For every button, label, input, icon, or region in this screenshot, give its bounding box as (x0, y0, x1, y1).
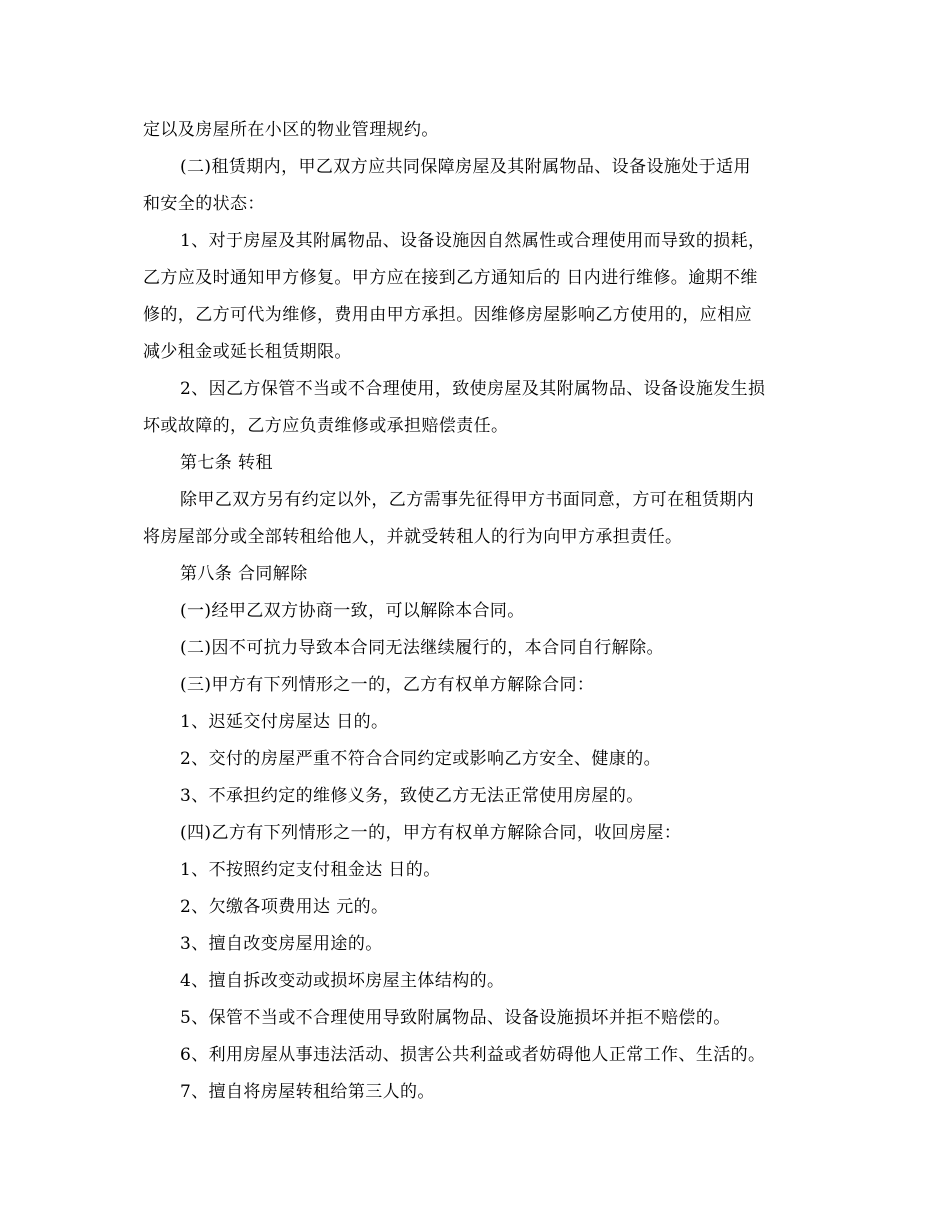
text-line: (一)经甲乙双方协商一致，可以解除本合同。 (180, 601, 525, 621)
text-line: (二)租赁期内，甲乙双方应共同保障房屋及其附属物品、设备设施处于适用 (180, 157, 751, 177)
text-line: 除甲乙双方另有约定以外，乙方需事先征得甲方书面同意，方可在租赁期内 (180, 490, 755, 510)
section-heading: 第八条 合同解除 (180, 564, 308, 584)
text-line: 1、不按照约定支付租金达 日的。 (180, 860, 441, 880)
text-line: 3、擅自改变房屋用途的。 (180, 934, 383, 954)
text-line: (四)乙方有下列情形之一的，甲方有权单方解除合同，收回房屋： (180, 823, 682, 843)
text-line: 定以及房屋所在小区的物业管理规约。 (143, 120, 439, 140)
text-line: 1、迟延交付房屋达 日的。 (180, 712, 389, 732)
text-line: 将房屋部分或全部转租给他人，并就受转租人的行为向甲方承担责任。 (143, 527, 683, 547)
text-line: 2、欠缴各项费用达 元的。 (180, 897, 389, 917)
text-line: 3、不承担约定的维修义务，致使乙方无法正常使用房屋的。 (180, 786, 644, 806)
text-line: 4、擅自拆改变动或损坏房屋主体结构的。 (180, 971, 505, 991)
text-line: 2、交付的房屋严重不符合合同约定或影响乙方安全、健康的。 (180, 749, 662, 769)
section-heading: 第七条 转租 (180, 453, 273, 473)
text-line: 5、保管不当或不合理使用导致附属物品、设备设施损坏并拒不赔偿的。 (180, 1008, 731, 1028)
text-line: 2、因乙方保管不当或不合理使用，致使房屋及其附属物品、设备设施发生损 (180, 379, 766, 399)
text-line: 坏或故障的，乙方应负责维修或承担赔偿责任。 (143, 416, 509, 436)
text-line: 和安全的状态： (143, 194, 265, 214)
text-line: 1、对于房屋及其附属物品、设备设施因自然属性或合理使用而导致的损耗， (180, 231, 766, 251)
text-line: 减少租金或延长租赁期限。 (143, 342, 352, 362)
text-line: (二)因不可抗力导致本合同无法继续履行的，本合同自行解除。 (180, 638, 664, 658)
text-line: 乙方应及时通知甲方修复。甲方应在接到乙方通知后的 日内进行维修。逾期不维 (143, 268, 758, 288)
text-line: 7、擅自将房屋转租给第三人的。 (180, 1082, 435, 1102)
text-line: 6、利用房屋从事违法活动、损害公共利益或者妨碍他人正常工作、生活的。 (180, 1045, 766, 1065)
text-line: (三)甲方有下列情形之一的，乙方有权单方解除合同： (180, 675, 595, 695)
text-line: 修的，乙方可代为维修，费用由甲方承担。因维修房屋影响乙方使用的，应相应 (143, 305, 752, 325)
